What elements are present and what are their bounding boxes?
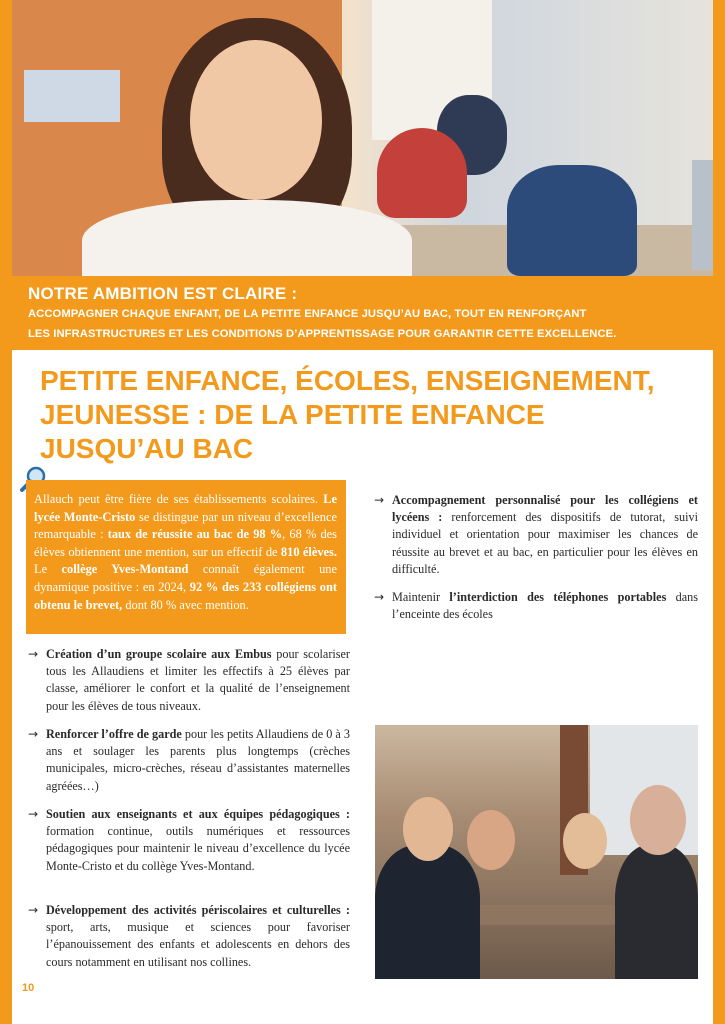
- frame-left: [0, 0, 12, 1024]
- list-item: → Renforcer l’offre de garde pour les petits Allaudiens de 0 à 3 ans et soulager les parents plus longtemps (crèches municipales, micro-crèches, réseau d’assistantes maternelles agréées…): [28, 727, 350, 793]
- frame-right: [713, 0, 725, 1024]
- hero-board: [24, 70, 120, 122]
- school-results-text: Allauch peut être fière de ses établissements scolaires. Le lycée Monte-Cristo se distingue par un niveau d’excellence remarquable : taux de réussite au bac de 98 %, 68 % des élèves obtiennent une mention, sur un effectif de 810 élèves. Le collège Yves-Montand connaît également une dynamique positive : en 2024, 92 % des 233 collégiens ont obtenu le brevet, dont 80 % avec mention.: [34, 492, 337, 612]
- ambition-line: ACCOMPAGNER CHAQUE ENFANT, DE LA PETITE ENFANCE JUSQU’AU BAC, TOUT EN RENFORÇANT: [28, 308, 587, 320]
- heading-line: JEUNESSE : DE LA PETITE ENFANCE: [40, 399, 545, 430]
- list-item: → Accompagnement personnalisé pour les collégiens et lycéens : renforcement des dispositifs de tutorat, suivi individuel et orientation pour maximiser les chances de réussite au brevet et au bac, en particulier pour les élèves en difficulté.: [374, 493, 698, 576]
- hero-child: [692, 160, 713, 270]
- hero-girl-body: [82, 200, 412, 276]
- arrow-icon: →: [28, 727, 39, 741]
- list-item: → Maintenir l’interdiction des téléphones portables dans l’enceinte des écoles: [374, 590, 699, 622]
- photo-table: [475, 905, 625, 925]
- heading-line: PETITE ENFANCE, ÉCOLES, ENSEIGNEMENT,: [40, 365, 655, 396]
- photo-person-head: [630, 785, 686, 855]
- photo-person: [563, 813, 607, 869]
- arrow-icon: →: [28, 903, 39, 917]
- list-item: → Création d’un groupe scolaire aux Embus pour scolariser tous les Allaudiens et limiter les effectifs à 25 élèves par classe, améliorer le confort et la qualité de l’enseignement pour les élèves de tous niveaux.: [28, 647, 350, 713]
- arrow-icon: →: [374, 493, 385, 507]
- ambition-title: NOTRE AMBITION EST CLAIRE :: [28, 284, 298, 303]
- photo-person: [375, 845, 480, 979]
- ambition-band: [12, 276, 713, 350]
- photo-person: [467, 810, 515, 870]
- hero-child: [507, 165, 637, 276]
- list-item: → Soutien aux enseignants et aux équipes pédagogiques : formation continue, outils numériques et ressources pédagogiques pour maintenir le niveau d’excellence du lycée Monte-Cristo et du collège Yves-Montand.: [28, 807, 350, 873]
- arrow-icon: →: [28, 807, 39, 821]
- photo-person: [615, 845, 698, 979]
- list-item: → Développement des activités périscolaires et culturelles : sport, arts, musique et sciences pour favoriser l’épanouissement des enfants et adolescents en dehors des cours notamment en utilisant nos collines.: [28, 903, 350, 969]
- school-results-box: [26, 480, 346, 634]
- heading-line: JUSQU’AU BAC: [40, 433, 254, 464]
- photo-person-head: [403, 797, 453, 861]
- arrow-icon: →: [28, 647, 39, 661]
- hero-girl-face: [190, 40, 322, 200]
- section-heading: [40, 364, 690, 466]
- ambition-line: LES INFRASTRUCTURES ET LES CONDITIONS D’APPRENTISSAGE POUR GARANTIR CETTE EXCELLENCE.: [28, 328, 617, 340]
- photo-meeting: [375, 725, 698, 979]
- hero-photo-classroom: [12, 0, 713, 276]
- hero-child: [377, 128, 467, 218]
- page-number: 10: [22, 982, 35, 994]
- arrow-icon: →: [374, 590, 385, 604]
